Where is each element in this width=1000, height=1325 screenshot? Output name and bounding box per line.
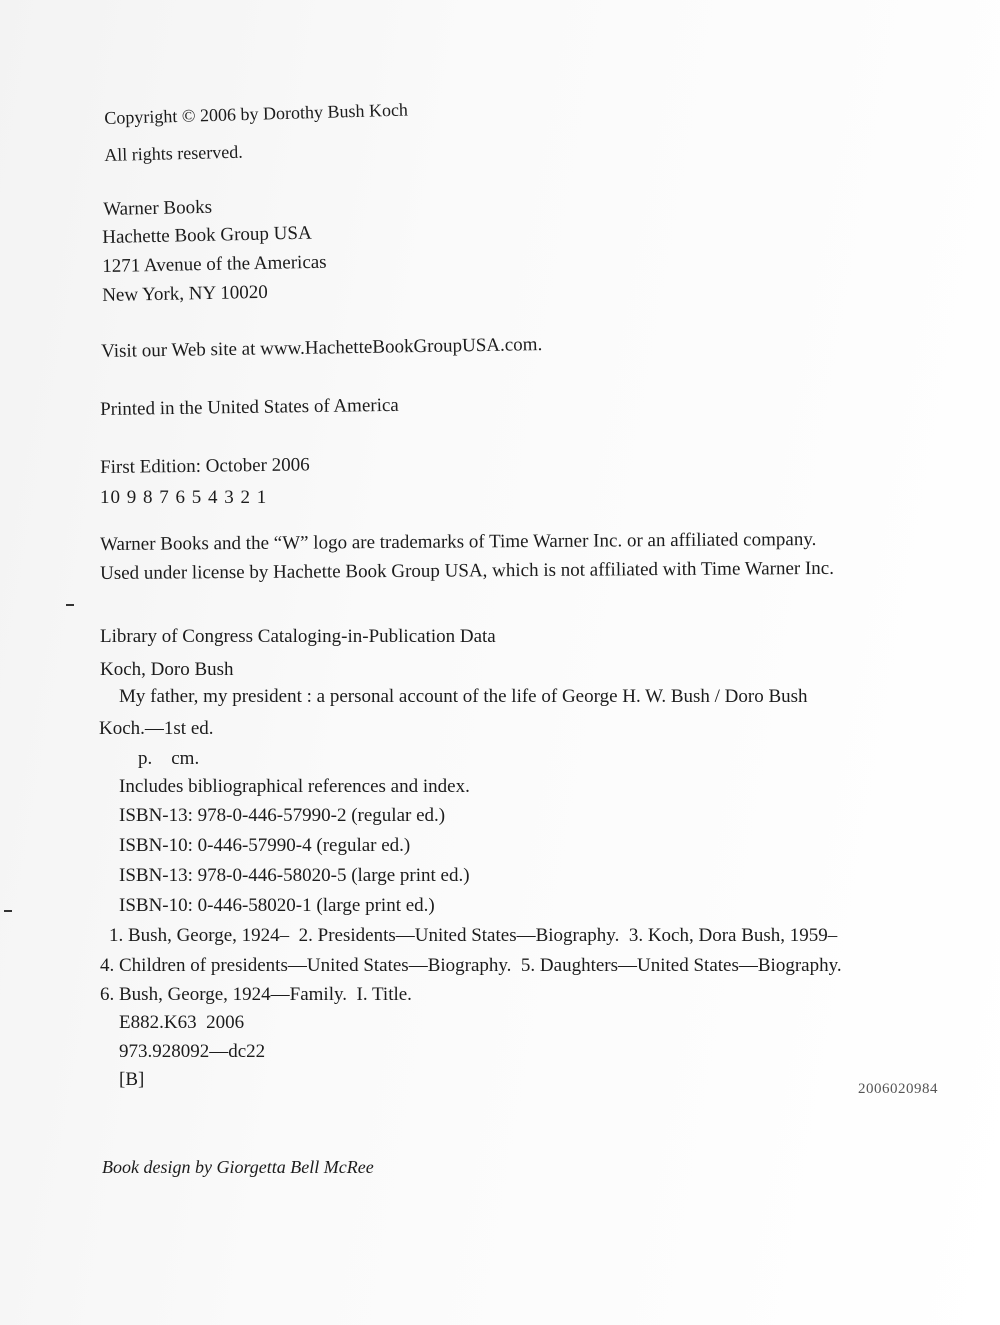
print-line: 10 9 8 7 6 5 4 3 2 1	[100, 487, 268, 508]
cip-includes: Includes bibliographical references and index.	[119, 776, 470, 797]
cip-pages: p. cm.	[138, 748, 200, 769]
copyright-line: Copyright © 2006 by Dorothy Bush Koch	[104, 99, 409, 128]
design-credit: Book design by Giorgetta Bell McRee	[102, 1157, 374, 1177]
trademark-line-2: Used under license by Hachette Book Group USA, which is not affiliated with Time Warner Inc.	[100, 557, 835, 584]
dewey-number: 973.928092—dc22	[119, 1041, 266, 1062]
lccn-number: 2006020984	[858, 1081, 938, 1097]
cip-b: [B]	[119, 1069, 145, 1090]
margin-mark	[4, 910, 12, 912]
isbn-line: ISBN-13: 978-0-446-58020-5 (large print ed.)	[119, 865, 470, 886]
isbn-line: ISBN-10: 0-446-57990-4 (regular ed.)	[119, 835, 411, 856]
call-number: E882.K63 2006	[119, 1012, 245, 1033]
isbn-line: ISBN-13: 978-0-446-57990-2 (regular ed.)	[119, 805, 446, 826]
publisher-name: Warner Books	[103, 196, 213, 220]
trademark-line-1: Warner Books and the “W” logo are trademarks of Time Warner Inc. or an affiliated company.	[100, 528, 817, 555]
subject-line: 1. Bush, George, 1924– 2. Presidents—United States—Biography. 3. Koch, Dora Bush, 1959–	[109, 925, 838, 946]
website-line: Visit our Web site at www.HachetteBookGroupUSA.com.	[101, 334, 543, 362]
edition-label: First Edition: October 2006	[100, 454, 310, 478]
cip-author: Koch, Doro Bush	[100, 659, 234, 680]
publisher-city: New York, NY 10020	[102, 281, 268, 306]
subject-line: 4. Children of presidents—United States—Biography. 5. Daughters—United States—Biography.	[100, 955, 842, 976]
cip-title-cont: Koch.—1st ed.	[99, 718, 214, 739]
rights-reserved: All rights reserved.	[104, 141, 243, 165]
cip-title: My father, my president : a personal account of the life of George H. W. Bush / Doro Bush	[119, 686, 808, 707]
subject-line: 6. Bush, George, 1924—Family. I. Title.	[100, 984, 412, 1005]
printed-in: Printed in the United States of America	[100, 394, 399, 420]
margin-mark	[66, 604, 74, 606]
publisher-street: 1271 Avenue of the Americas	[102, 251, 327, 277]
cip-heading: Library of Congress Cataloging-in-Publication Data	[100, 626, 496, 647]
publisher-group: Hachette Book Group USA	[102, 222, 312, 248]
isbn-line: ISBN-10: 0-446-58020-1 (large print ed.)	[119, 895, 435, 916]
